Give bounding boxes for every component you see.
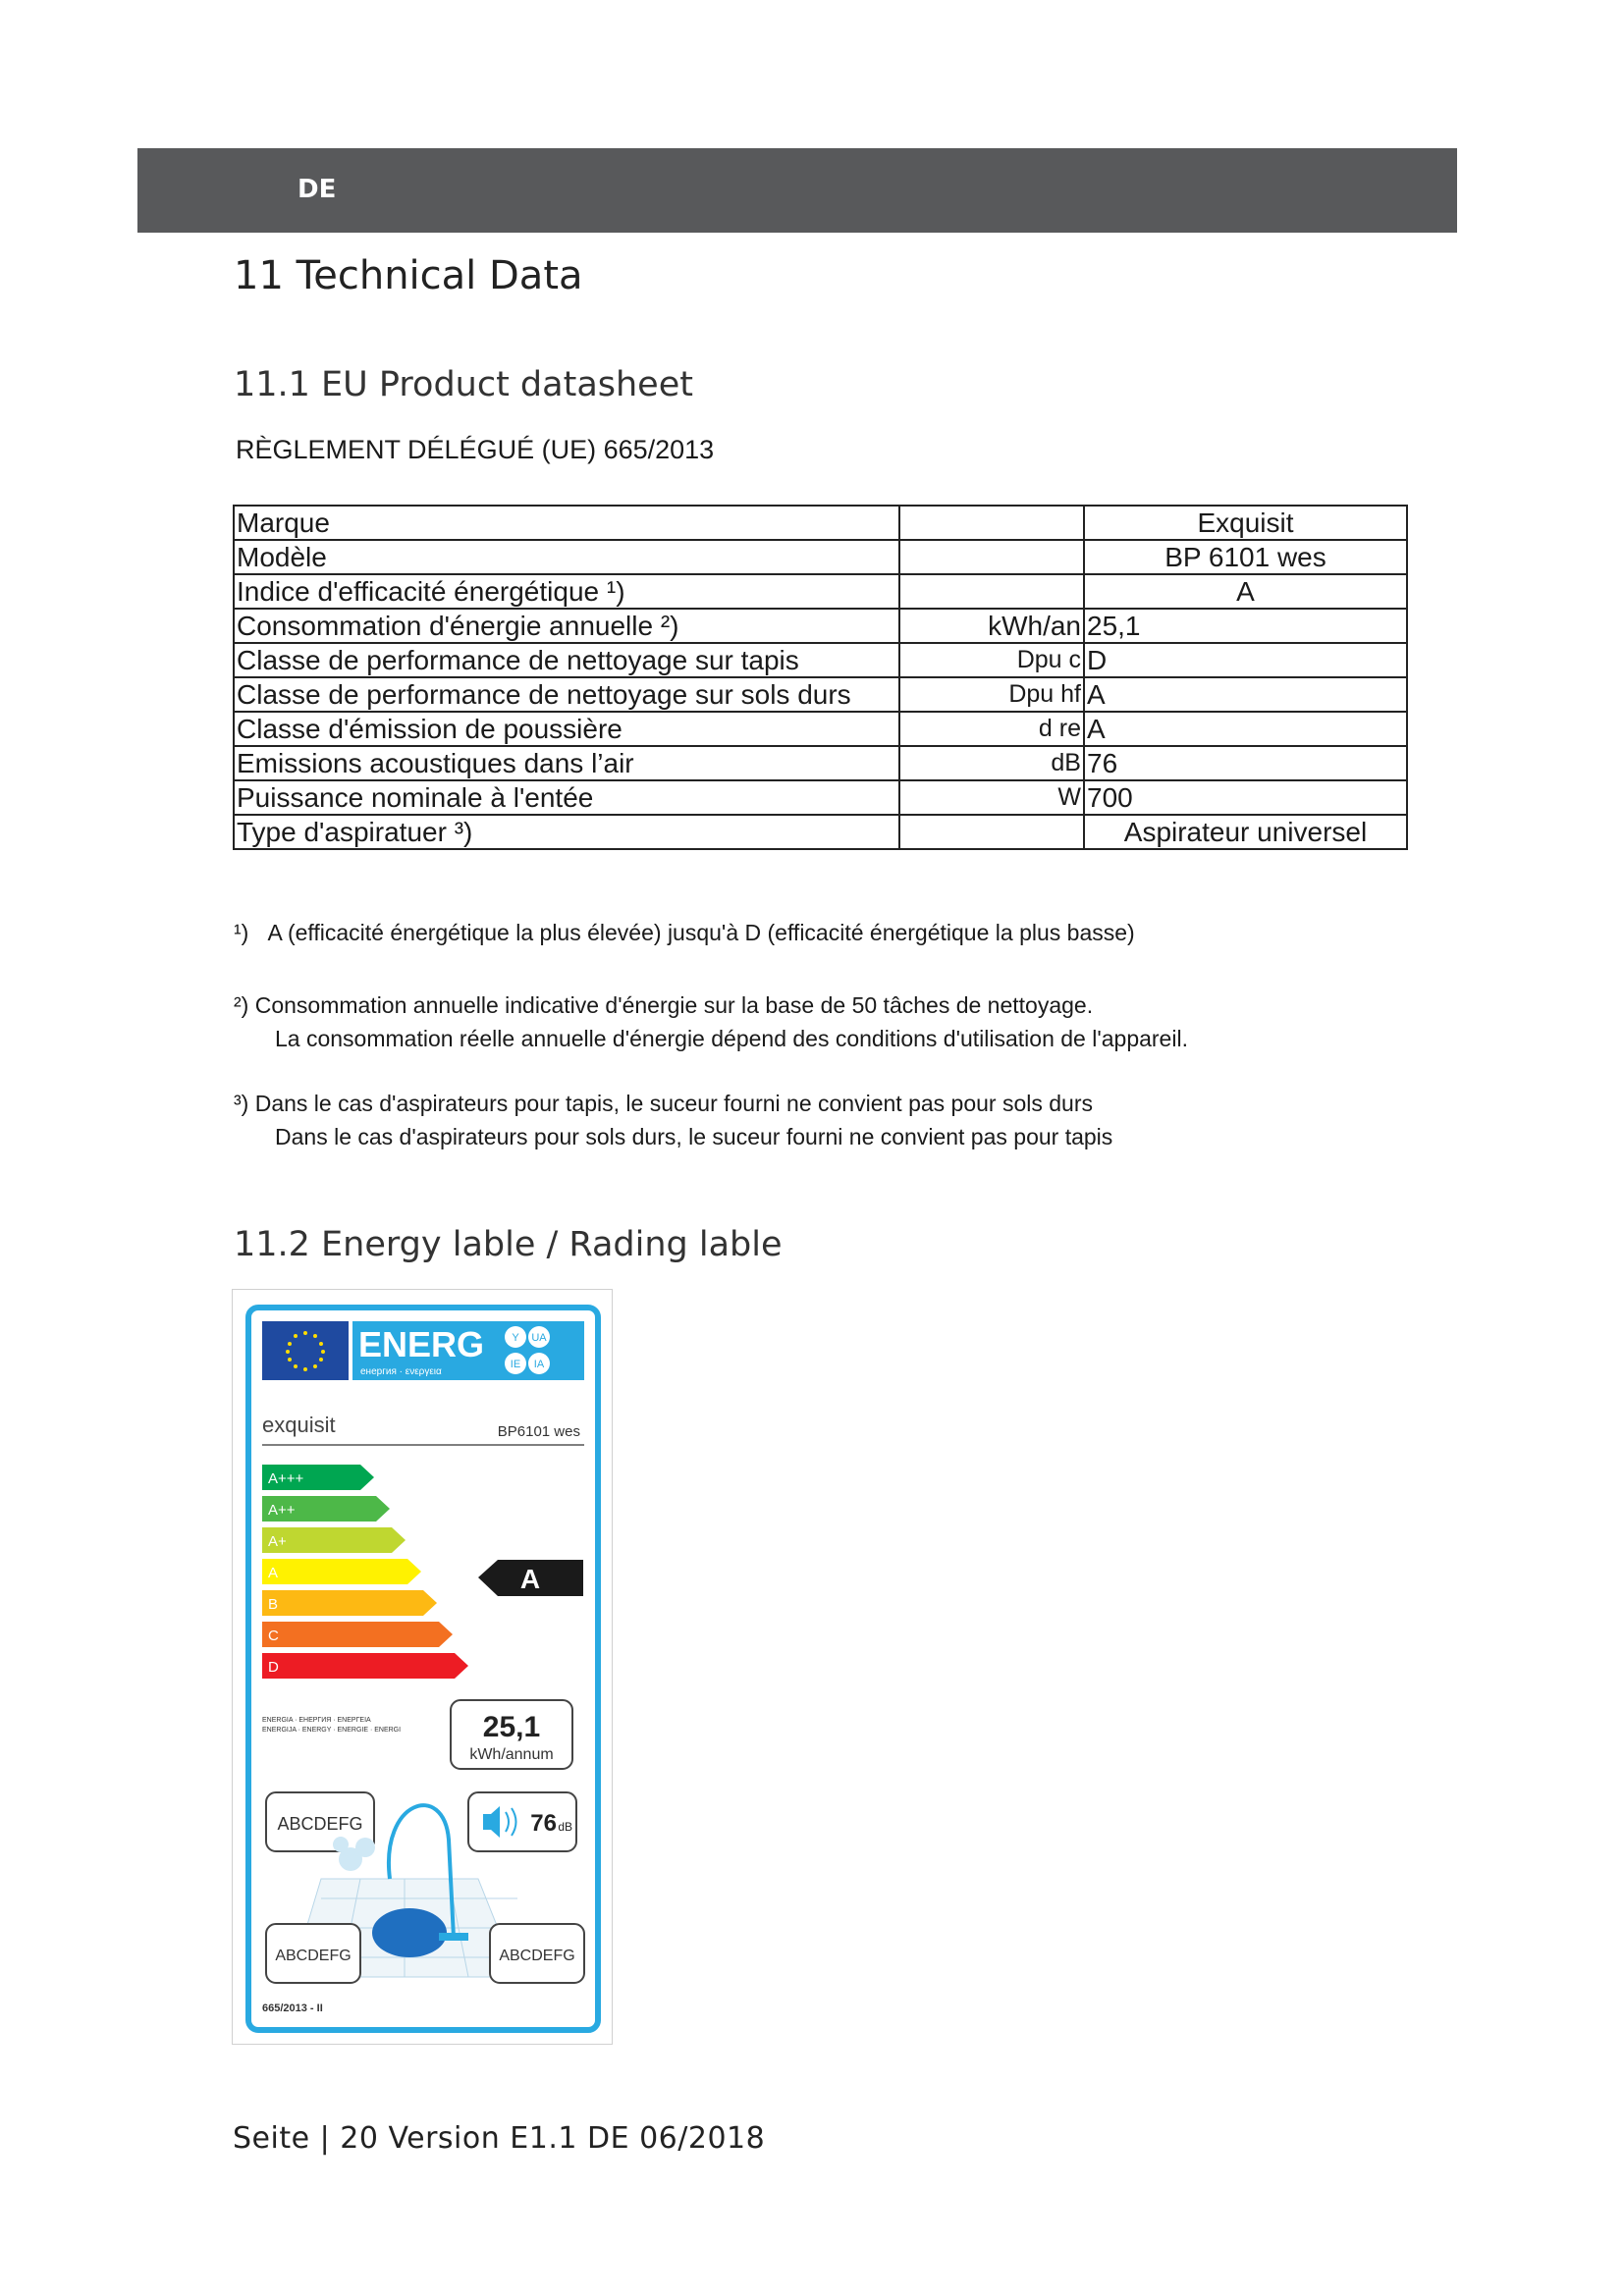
energ-subtitle: енергия · ενεργεια: [360, 1366, 442, 1377]
datasheet-value: A: [1084, 712, 1407, 746]
datasheet-label: Modèle: [234, 540, 899, 574]
datasheet-label: Classe de performance de nettoyage sur tapis: [234, 643, 899, 677]
datasheet-label: Puissance nominale à l'entée: [234, 780, 899, 815]
footnote-1-text: A (efficacité énergétique la plus élevée) jusqu'à D (efficacité énergétique la plus basse): [267, 920, 1135, 945]
datasheet-value: 25,1: [1084, 609, 1407, 643]
datasheet-row: [234, 643, 1407, 677]
energ-text: ENERG: [358, 1324, 485, 1364]
footnote-1-mark: ¹): [234, 920, 249, 945]
energy-class-label: C: [268, 1628, 279, 1644]
datasheet-unit: [899, 574, 1084, 609]
datasheet-unit: dB: [899, 746, 1084, 780]
energia-line-2: ENERGIJA · ENERGY · ENERGIE · ENERGI: [262, 1727, 402, 1734]
footnote-3-line-1: ³) Dans le cas d'aspirateurs pour tapis, le suceur fourni ne convient pas pour sols durs: [234, 1091, 1093, 1116]
datasheet-value: 700: [1084, 780, 1407, 815]
datasheet-row: [234, 574, 1407, 609]
energy-label-image: [232, 1289, 613, 2045]
lang-ia: IA: [533, 1359, 545, 1370]
kwh-unit: kWh/annum: [469, 1746, 554, 1763]
hard-floor-class-scale: ABCDEFG: [275, 1948, 352, 1964]
datasheet-row: [234, 746, 1407, 780]
product-datasheet-table: [233, 505, 1408, 850]
footnote-1: [234, 916, 1135, 949]
datasheet-unit: [899, 815, 1084, 849]
footnote-2-line-1: ²) Consommation annuelle indicative d'énergie sur la base de 50 tâches de nettoyage.: [234, 992, 1094, 1018]
lang-ie: IE: [510, 1359, 521, 1370]
datasheet-value: Aspirateur universel: [1084, 815, 1407, 849]
datasheet-label: Indice d'efficacité énergétique ¹): [234, 574, 899, 609]
page-footer: Seite | 20 Version E1.1 DE 06/2018: [233, 2121, 766, 2156]
footnote-3: [234, 1087, 1112, 1153]
energy-class-arrow: [262, 1622, 453, 1647]
datasheet-label: Emissions acoustiques dans l’air: [234, 746, 899, 780]
energy-class-label: A++: [268, 1502, 296, 1519]
energia-line-1: ENERGIA · ЕНЕРГИЯ · ΕΝΕΡΓΕΙΑ: [262, 1717, 371, 1724]
subsection-title-datasheet: 11.1 EU Product datasheet: [234, 365, 693, 404]
energy-class-label: A+++: [268, 1470, 304, 1487]
energy-class-arrow: [262, 1590, 437, 1616]
label-regulation: 665/2013 - II: [262, 2002, 323, 2014]
rating-letter: A: [519, 1564, 541, 1594]
regulation-title: RÈGLEMENT DÉLÉGUÉ (UE) 665/2013: [236, 435, 715, 464]
datasheet-value: BP 6101 wes: [1084, 540, 1407, 574]
datasheet-row: [234, 609, 1407, 643]
label-model: BP6101 wes: [497, 1423, 580, 1440]
footnote-2-line-2: La consommation réelle annuelle d'énergie dépend des conditions d'utilisation de l'appareil.: [275, 1026, 1188, 1051]
label-brand: exquisit: [262, 1413, 336, 1437]
noise-value: 76: [530, 1810, 557, 1837]
energy-class-label: A+: [268, 1533, 287, 1550]
footnote-2: [234, 988, 1188, 1055]
datasheet-row: [234, 712, 1407, 746]
energy-class-arrow: [262, 1559, 421, 1584]
carpet-class-scale: ABCDEFG: [277, 1814, 363, 1834]
language-code: DE: [298, 175, 337, 204]
page-header-bar: [137, 148, 1457, 233]
energy-class-label: A: [268, 1565, 279, 1581]
energy-class-arrow: [262, 1653, 468, 1679]
subsection-title-energy-label: 11.2 Energy lable / Rading lable: [234, 1225, 783, 1264]
energy-class-label: D: [268, 1659, 279, 1676]
datasheet-label: Classe d'émission de poussière: [234, 712, 899, 746]
datasheet-unit: d re: [899, 712, 1084, 746]
datasheet-label: Marque: [234, 506, 899, 540]
datasheet-value: 76: [1084, 746, 1407, 780]
datasheet-unit: Dpu hf: [899, 677, 1084, 712]
lang-y: Y: [512, 1332, 519, 1344]
datasheet-row: [234, 780, 1407, 815]
datasheet-row: [234, 540, 1407, 574]
datasheet-row: [234, 677, 1407, 712]
datasheet-unit: [899, 506, 1084, 540]
datasheet-label: Type d'aspiratuer ³): [234, 815, 899, 849]
datasheet-unit: kWh/an: [899, 609, 1084, 643]
energy-class-label: B: [268, 1596, 279, 1613]
datasheet-row: [234, 815, 1407, 849]
datasheet-row: [234, 506, 1407, 540]
datasheet-label: Consommation d'énergie annuelle ²): [234, 609, 899, 643]
datasheet-value: A: [1084, 677, 1407, 712]
kwh-value: 25,1: [482, 1711, 541, 1743]
datasheet-unit: W: [899, 780, 1084, 815]
datasheet-value: D: [1084, 643, 1407, 677]
datasheet-unit: Dpu c: [899, 643, 1084, 677]
datasheet-unit: [899, 540, 1084, 574]
lang-ua: UA: [531, 1332, 547, 1344]
section-title: 11 Technical Data: [234, 253, 583, 298]
datasheet-value: Exquisit: [1084, 506, 1407, 540]
dust-emission-class-scale: ABCDEFG: [499, 1948, 575, 1964]
noise-unit: dB: [558, 1820, 572, 1834]
datasheet-label: Classe de performance de nettoyage sur sols durs: [234, 677, 899, 712]
footnote-3-line-2: Dans le cas d'aspirateurs pour sols durs, le suceur fourni ne convient pas pour tapis: [275, 1124, 1113, 1149]
datasheet-value: A: [1084, 574, 1407, 609]
